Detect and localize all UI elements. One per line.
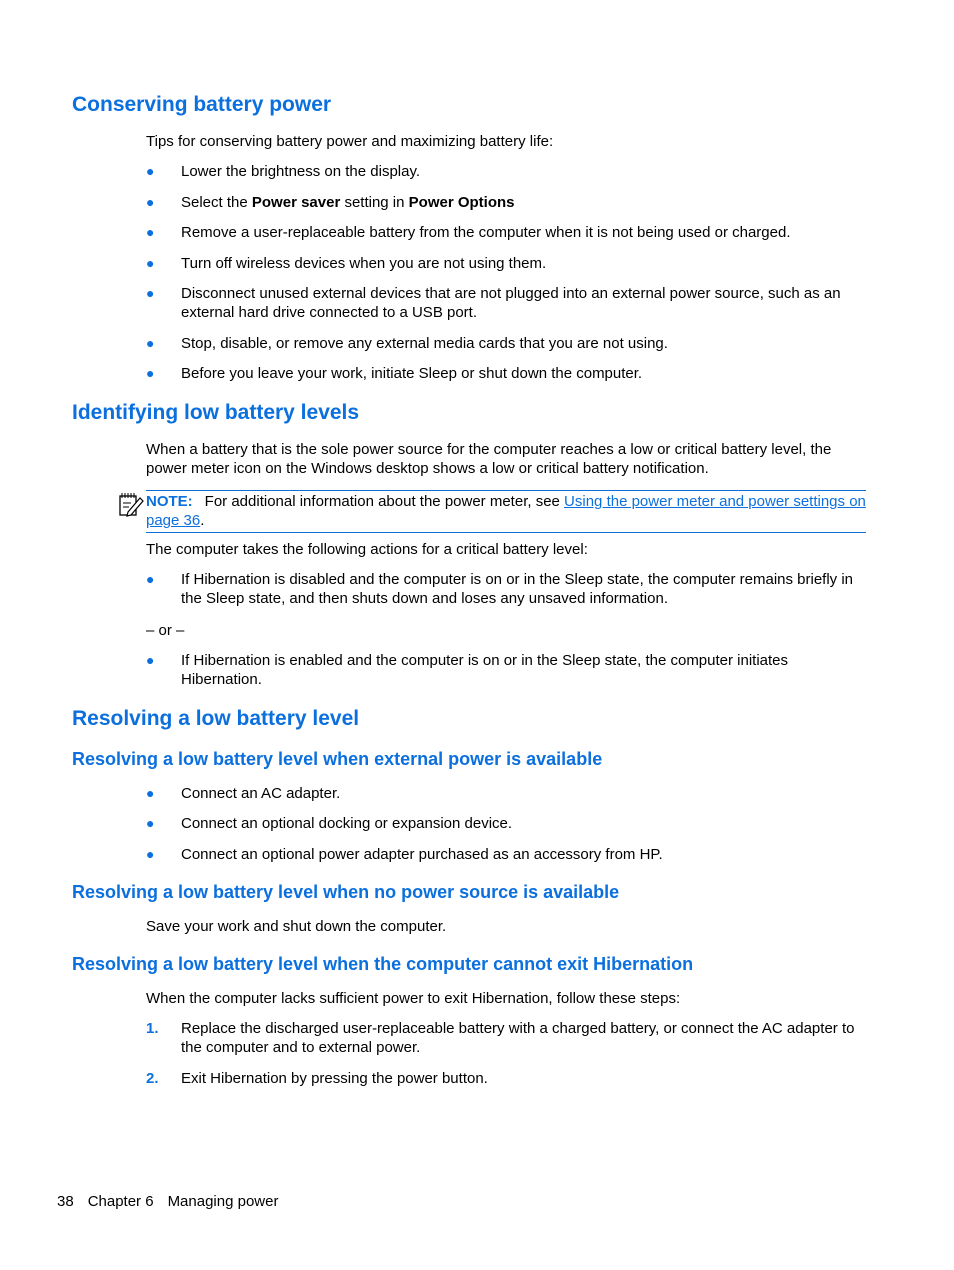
list-item: ● Disconnect unused external devices that are not plugged into an external power source, such as an external hard drive connected to a USB port. (146, 285, 841, 321)
heading-resolving-low-battery-level: Resolving a low battery level (72, 707, 360, 730)
list-item: ● If Hibernation is enabled and the computer is on or in the Sleep state, the computer initiates Hibernation. (146, 652, 789, 688)
list-item: ● Select the Power saver setting in Power Options (146, 194, 515, 211)
list-item: ● Before you leave your work, initiate Sleep or shut down the computer. (146, 365, 643, 382)
note-box: NOTE: For additional information about the power meter, see Using the power meter and power settings on page 36. (146, 490, 866, 533)
bullet-icon: ● (146, 815, 155, 831)
list-item: ● Connect an AC adapter. (146, 785, 341, 802)
power-meter-link[interactable]: Using the power meter and power settings on page 36 (146, 493, 866, 529)
note-label: NOTE: (146, 493, 193, 510)
list-item: ● If Hibernation is disabled and the computer is on or in the Sleep state, the computer remains briefly in the Sleep state, and then shuts down and loses any unsaved information. (146, 571, 854, 607)
page-footer (57, 1192, 292, 1211)
bullet-icon: ● (146, 255, 155, 271)
chapter-label: Chapter 6 (87, 1193, 154, 1210)
bullet-icon: ● (146, 285, 155, 301)
bullet-icon: ● (146, 335, 155, 351)
note-text: For additional information about the power meter, see (204, 493, 565, 510)
bullet-icon: ● (146, 846, 155, 862)
no-power-text: Save your work and shut down the computer. (146, 918, 447, 935)
bullet-icon: ● (146, 652, 155, 668)
heading-identifying-low-battery-levels: Identifying low battery levels (72, 401, 360, 424)
or-separator: – or – (146, 622, 185, 639)
heading-conserving-battery-power: Conserving battery power (72, 93, 332, 116)
step-number: 1. (146, 1020, 159, 1037)
critical-actions-intro: The computer takes the following actions for a critical battery level: (146, 541, 588, 558)
numbered-step: 1. Replace the discharged user-replaceable battery with a charged battery, or connect the AC adapter to the computer and to external power. (146, 1020, 855, 1056)
chapter-title: Managing power (167, 1193, 279, 1210)
list-item: ● Remove a user-replaceable battery from the computer when it is not being used or charged. (146, 224, 791, 241)
note-pad-icon (118, 491, 144, 517)
conserving-intro: Tips for conserving battery power and maximizing battery life: (146, 133, 554, 150)
identifying-intro: When a battery that is the sole power source for the computer reaches a low or critical battery level, the power meter icon on the Windows desktop shows a low or critical battery notification. (146, 441, 832, 477)
bullet-icon: ● (146, 194, 155, 210)
subheading-external-power: Resolving a low battery level when external power is available (72, 749, 603, 769)
bullet-icon: ● (146, 365, 155, 381)
numbered-step: 2. Exit Hibernation by pressing the power button. (146, 1070, 488, 1087)
bullet-icon: ● (146, 163, 155, 179)
subheading-no-power-source: Resolving a low battery level when no power source is available (72, 882, 620, 902)
list-item: ● Turn off wireless devices when you are not using them. (146, 255, 547, 272)
step-number: 2. (146, 1070, 159, 1087)
bullet-icon: ● (146, 785, 155, 801)
hibernation-intro: When the computer lacks sufficient power to exit Hibernation, follow these steps: (146, 990, 681, 1007)
bullet-icon: ● (146, 571, 155, 587)
subheading-cannot-exit-hibernation: Resolving a low battery level when the computer cannot exit Hibernation (72, 954, 694, 974)
list-item: ● Connect an optional docking or expansion device. (146, 815, 513, 832)
bullet-icon: ● (146, 224, 155, 240)
list-item: ● Connect an optional power adapter purchased as an accessory from HP. (146, 846, 663, 863)
page-number: 38 (57, 1193, 74, 1210)
list-item: ● Lower the brightness on the display. (146, 163, 421, 180)
list-item: ● Stop, disable, or remove any external media cards that you are not using. (146, 335, 668, 352)
